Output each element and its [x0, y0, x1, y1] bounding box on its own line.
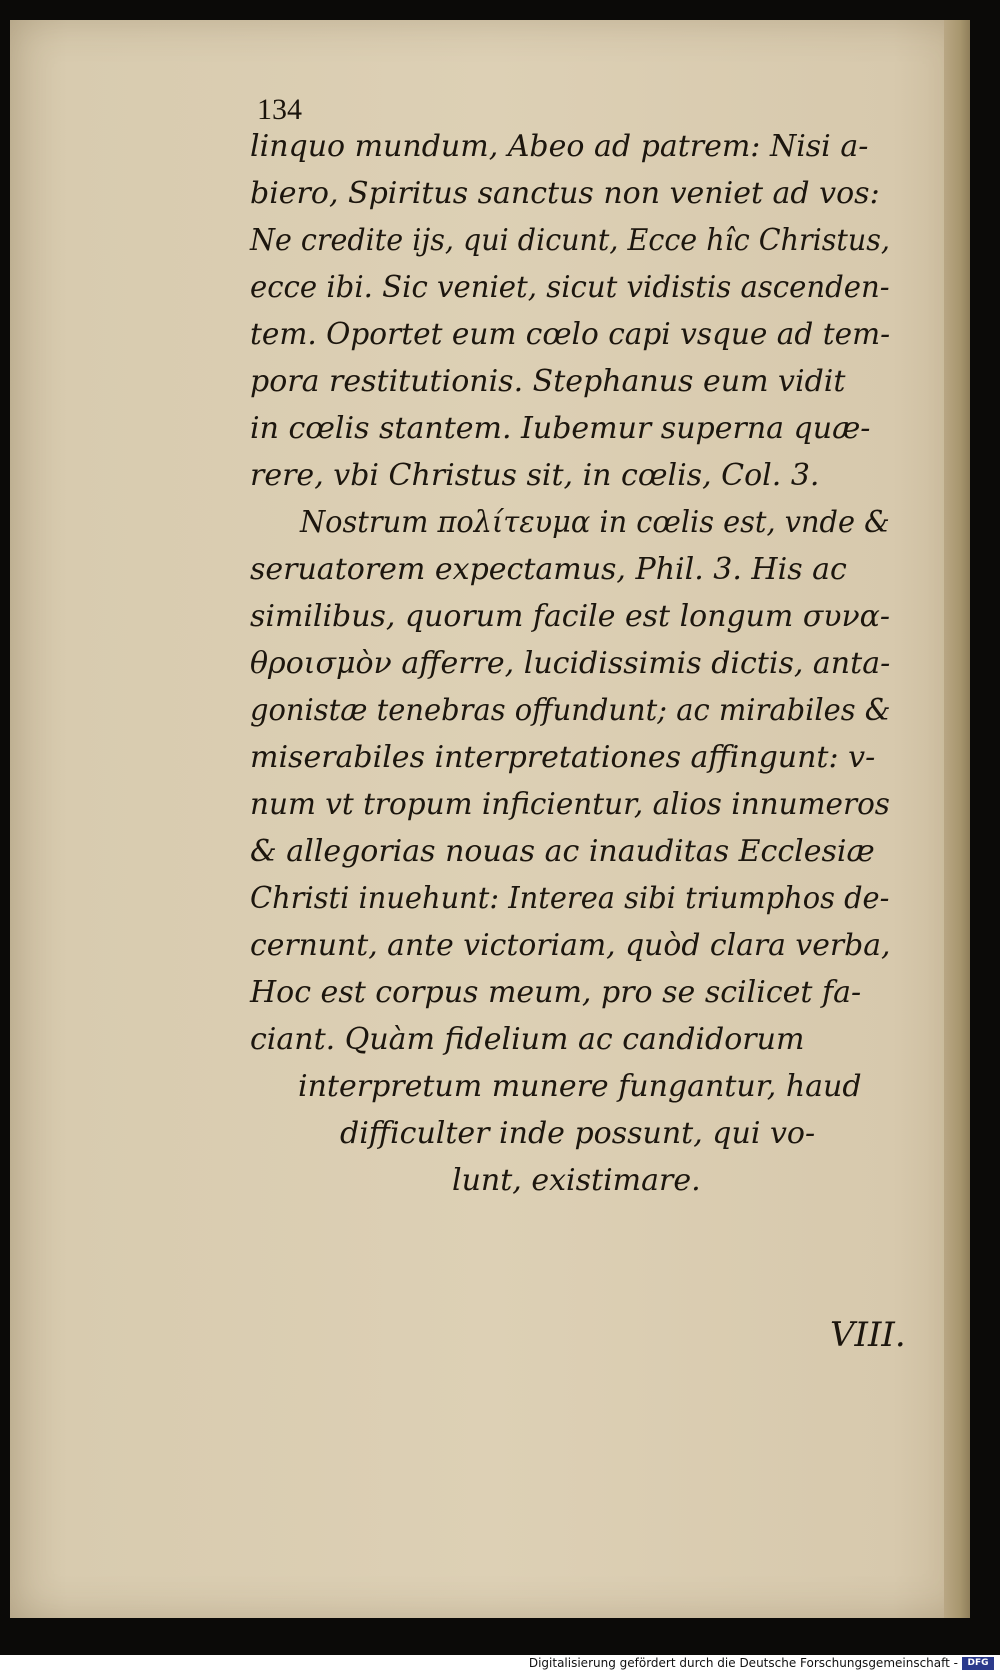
text-line: Ne credite ijs, qui dicunt, Ecce hîc Christus,	[250, 223, 890, 258]
footer-bar	[0, 1655, 1000, 1673]
text-line: Hoc est corpus meum, pro se scilicet fa-	[250, 975, 862, 1010]
text-line: biero, Spiritus sanctus non veniet ad vos:	[250, 176, 880, 211]
page-edge	[944, 20, 970, 1618]
text-line: difficulter inde possunt, qui vo-	[340, 1116, 816, 1151]
text-line: linquo mundum, Abeo ad patrem: Nisi a-	[250, 129, 869, 164]
text-line: interpretum munere fungantur, haud	[298, 1069, 862, 1104]
text-line: tem. Oportet eum cœlo capi vsque ad tem-	[250, 317, 891, 352]
text-line: gonistæ tenebras offundunt; ac mirabiles &	[250, 693, 891, 728]
text-line: ciant. Quàm fidelium ac candidorum	[250, 1022, 805, 1057]
text-line: rere, vbi Christus sit, in cœlis, Col. 3.	[250, 458, 820, 493]
text-line: num vt tropum inficientur, alios innumeros	[250, 787, 890, 822]
footer-credit: Digitalisierung gefördert durch die Deutsche Forschungsgemeinschaft -	[528, 1656, 958, 1670]
text-line: & allegorias nouas ac inauditas Ecclesiæ	[250, 834, 875, 869]
catchword: VIII.	[830, 1315, 906, 1355]
dfg-logo: DFG	[962, 1657, 994, 1670]
text-line: cernunt, ante victoriam, quòd clara verba,	[250, 928, 891, 963]
text-line: Christi inuehunt: Interea sibi triumphos de-	[250, 881, 890, 916]
text-line: similibus, quorum facile est longum συνα-	[250, 599, 891, 634]
text-line: seruatorem expectamus, Phil. 3. His ac	[250, 552, 847, 587]
text-line: ecce ibi. Sic veniet, sicut vidistis ascenden-	[250, 270, 890, 305]
text-line: lunt, existimare.	[452, 1163, 701, 1198]
text-line: θροισμὸν afferre, lucidissimis dictis, anta-	[250, 646, 891, 681]
text-line: in cœlis stantem. Iubemur superna quæ-	[250, 411, 871, 446]
text-line: Nostrum πολίτευμα in cœlis est, vnde &	[300, 505, 890, 540]
page-number: 134	[257, 93, 302, 126]
text-line: pora restitutionis. Stephanus eum vidit	[250, 364, 846, 399]
text-line: miserabiles interpretationes affingunt: v-	[250, 740, 876, 775]
